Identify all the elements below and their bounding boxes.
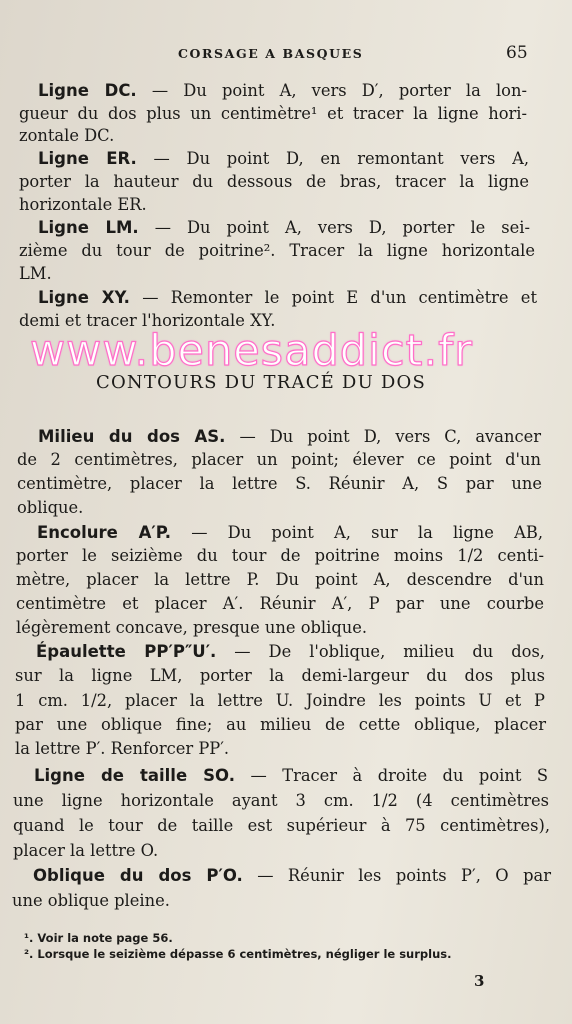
text-line [34,765,548,787]
paragraph-label: Épaulette PP′P″U′. [36,642,217,661]
footnote-1: ¹. Voir la note page 56. [24,931,173,945]
paragraph-text: — Du point A, vers D′, porter la lon- [151,81,527,100]
paragraph-text: — De l'oblique, milieu du dos, [234,642,545,661]
text-line: porter le seizième du tour de poitrine moins 1/2 centi- [16,546,544,565]
paragraph-text: — Réunir les points P′, O par [257,866,551,885]
paragraph-label: Ligne XY. [38,288,130,307]
paragraph-text: — Tracer à droite du point S [250,766,548,785]
text-line: une oblique pleine. [12,891,170,910]
paragraph-label: Milieu du dos AS. [38,427,226,446]
text-line [38,80,527,102]
text-line [38,148,529,170]
paragraph-label: Ligne ER. [38,149,137,168]
text-line [37,522,543,544]
text-line: gueur du dos plus un centimètre¹ et tracer la ligne hori- [19,104,527,123]
text-line [33,865,551,887]
text-line: par une oblique fine; au milieu de cette oblique, placer [15,715,546,734]
text-line: 1 cm. 1/2, placer la lettre U. Joindre les points U et P [15,691,545,710]
text-line: une ligne horizontale ayant 3 cm. 1/2 (4 centimètres [13,791,549,810]
page-number: 65 [506,43,528,63]
text-line: demi et tracer l'horizontale XY. [19,311,276,330]
text-line: oblique. [17,498,84,517]
text-line: centimètre, placer la lettre S. Réunir A, S par une [17,474,542,493]
text-line [38,217,530,239]
watermark: www.benesaddict.fr [30,326,473,376]
text-line: mètre, placer la lettre P. Du point A, descendre d'un [16,570,544,589]
text-line: quand le tour de taille est supérieur à 75 centimètres), [13,816,550,835]
signature-mark: 3 [474,972,485,990]
paragraph-label: Ligne DC. [38,81,137,100]
text-line [38,426,541,448]
paragraph-label: Ligne LM. [38,218,139,237]
paragraph-label: Encolure A′P. [37,523,172,542]
running-head-title: CORSAGE A BASQUES [178,46,364,61]
text-line: placer la lettre O. [13,841,159,860]
text-line: centimètre et placer A′. Réunir A′, P par une courbe [16,594,544,613]
paragraph-label: Oblique du dos P′O. [33,866,243,885]
footnote-2: ². Lorsque le seizième dépasse 6 centimètres, négliger le surplus. [24,947,452,961]
section-heading: CONTOURS DU TRACÉ DU DOS [96,372,426,393]
paragraph-text: — Du point D, vers C, avancer [239,427,541,446]
text-line: LM. [19,264,52,283]
text-line [38,287,537,309]
text-line [36,641,545,663]
text-line: la lettre P′. Renforcer PP′. [15,739,230,758]
text-line: sur la ligne LM, porter la demi-largeur du dos plus [15,666,545,685]
text-line: de 2 centimètres, placer un point; élever ce point d'un [17,450,541,469]
running-head [0,43,572,66]
text-line: porter la hauteur du dessous de bras, tracer la ligne [19,172,529,191]
text-line: zontale DC. [19,126,115,145]
paragraph-text: — Du point A, vers D, porter le sei- [154,218,530,237]
text-line: zième du tour de poitrine². Tracer la ligne horizontale [19,241,535,260]
paragraph-text: — Du point D, en remontant vers A, [153,149,529,168]
paragraph-text: — Remonter le point E d'un centimètre et [142,288,537,307]
text-line: horizontale ER. [19,195,147,214]
paragraph-label: Ligne de taille SO. [34,766,235,785]
paragraph-text: — Du point A, sur la ligne AB, [191,523,543,542]
text-line: légèrement concave, presque une oblique. [16,618,368,637]
